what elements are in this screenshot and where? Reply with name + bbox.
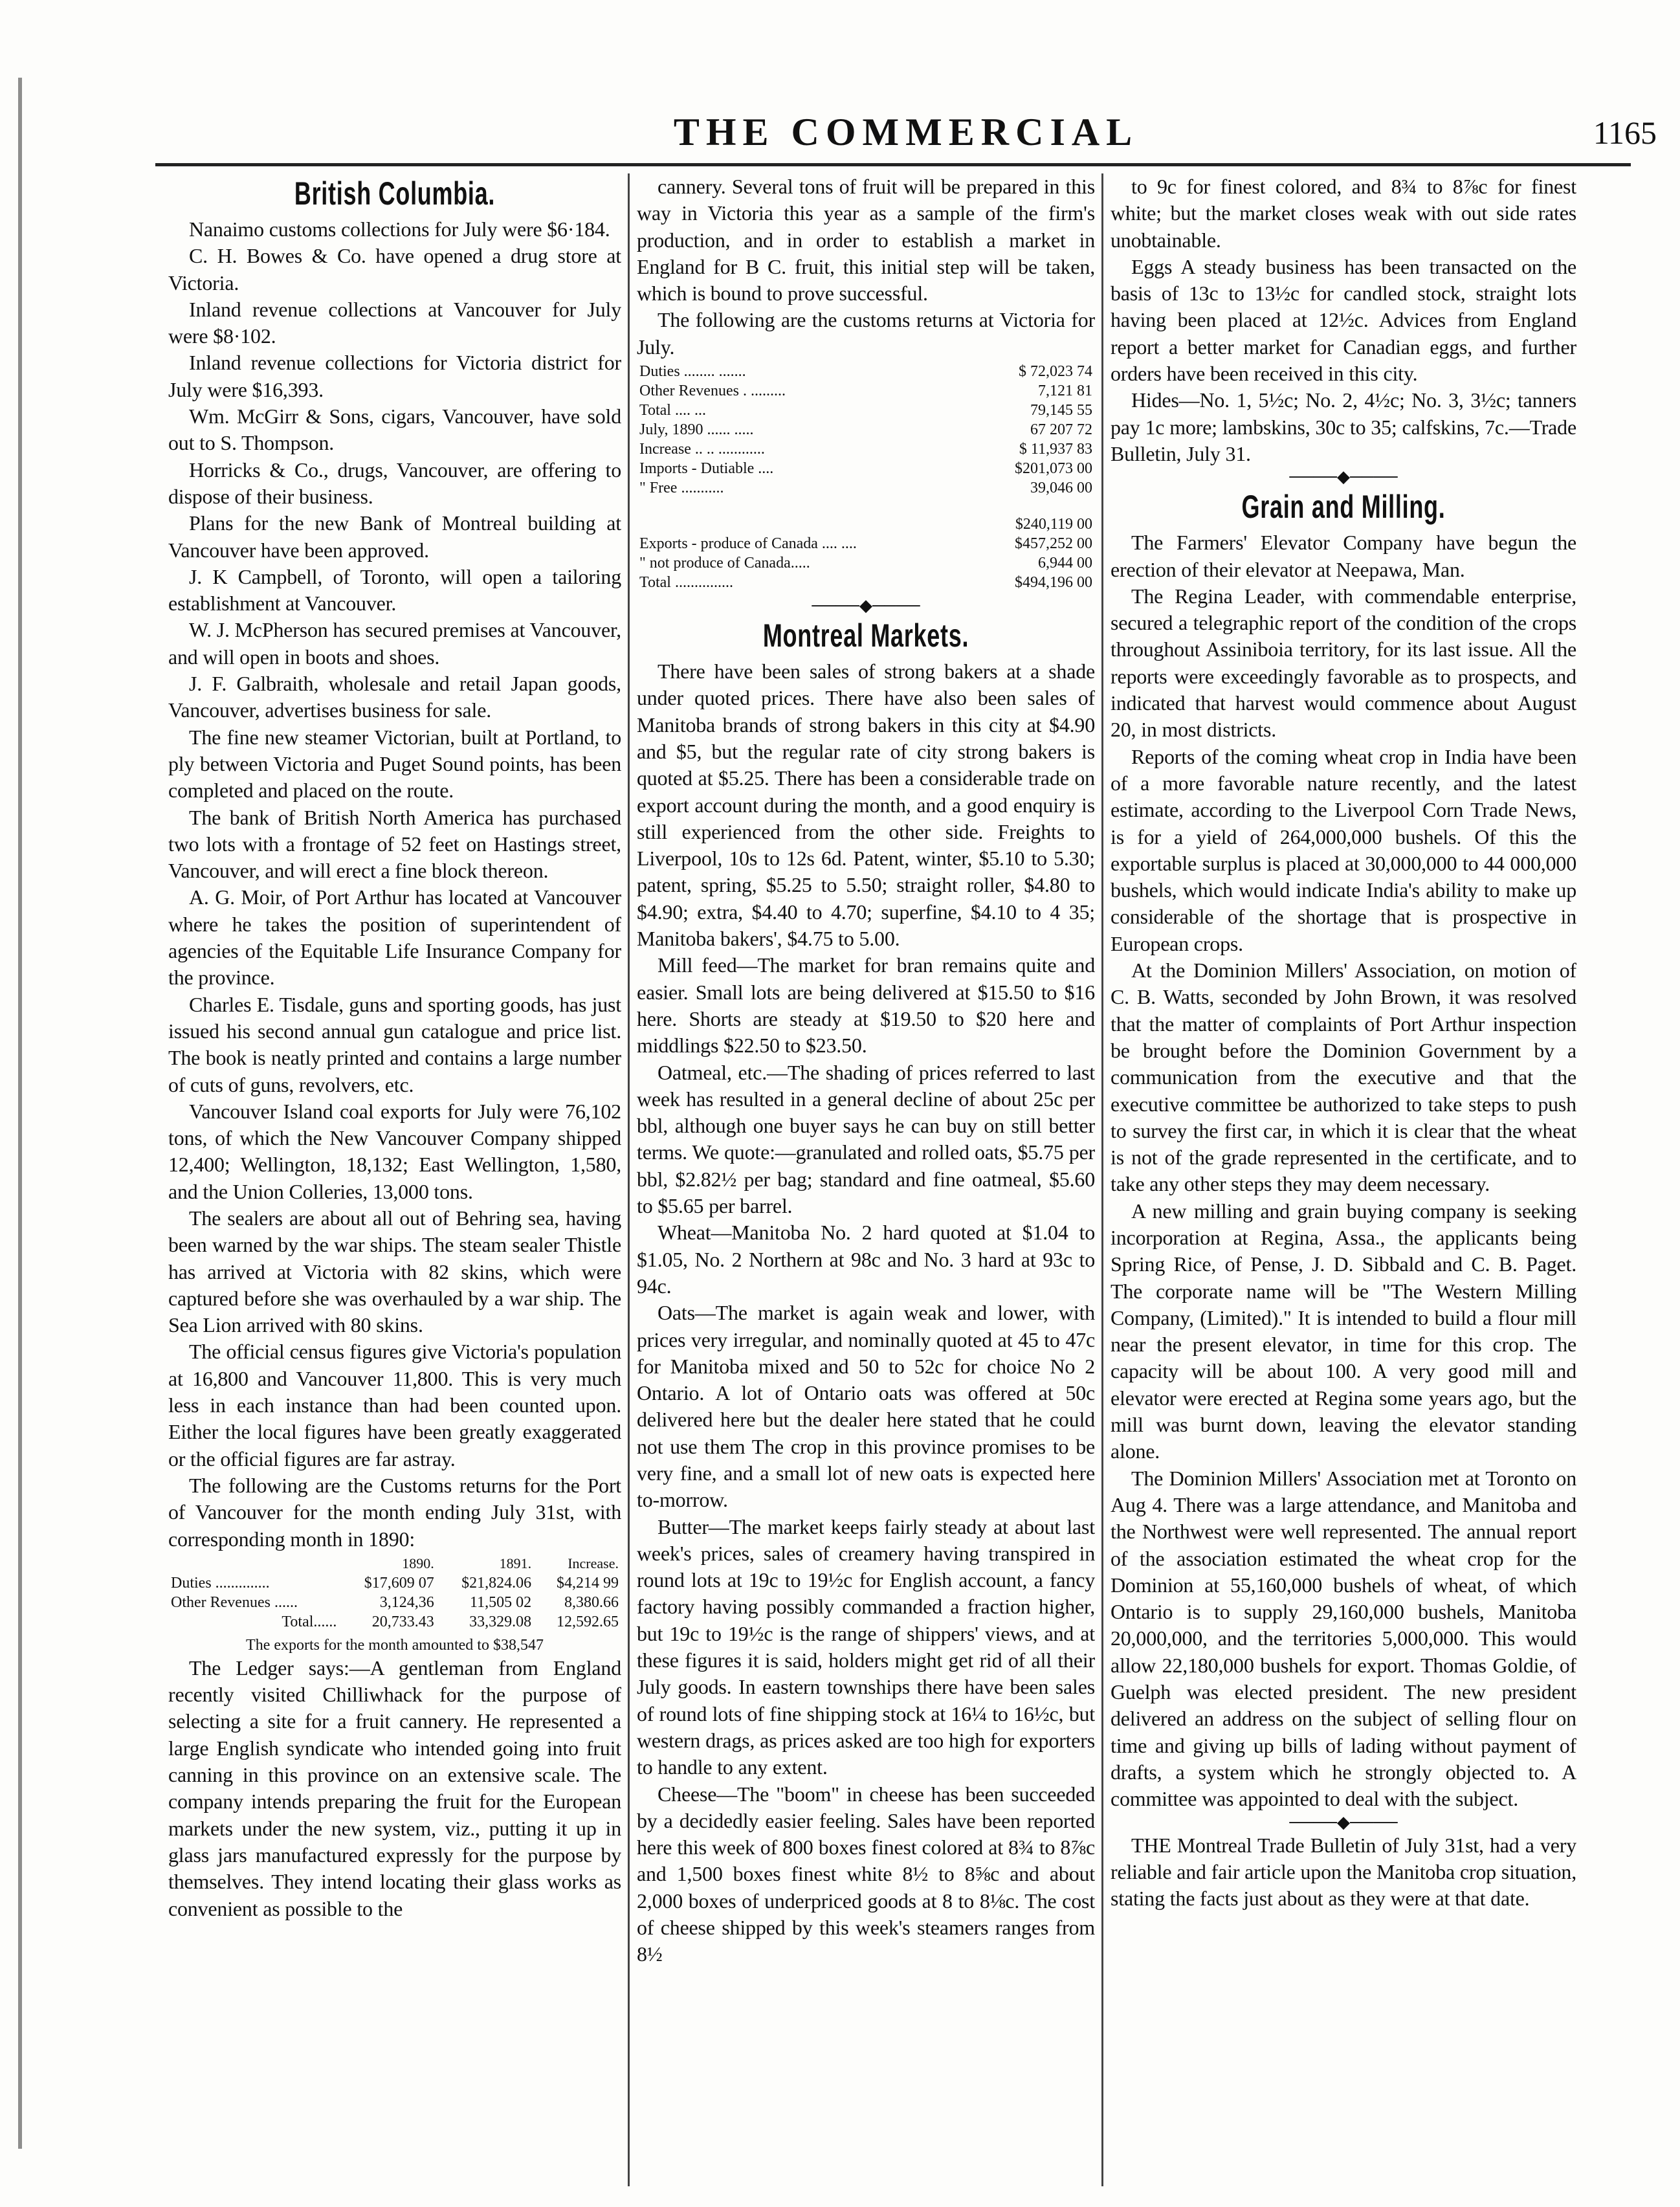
paragraph: Cheese—The "boom" in cheese has been succeeded by a decidedly easier feeling. Sales have been reported here this week of 800 boxes finest colored at 8¾ to 8⅞c and 1,500 boxes finest white 8½ to 8⅝c and about 2,000 boxes of underpriced goods at 8 to 8⅛c. The cost of cheese shipped by this week's steamers ranges from 8½: [637, 1782, 1095, 1966]
column-montreal-markets: [637, 173, 1095, 2199]
cell: 7,121 81: [1038, 383, 1092, 400]
paragraph: Vancouver Island coal exports for July were 76,102 tons, of which the New Vancouver Company shipped 12,400; Wellington, 18,132; East Wellington, 1,580, and the Union Colleries, 13,000 tons.: [168, 1099, 621, 1203]
cell: 6,944 00: [1038, 555, 1092, 572]
paragraph: The sealers are about all out of Behring sea, having been warned by the war ships. The steam sealer Thistle has arrived at Victoria with 82 skins, which were captured before she was overhauled by a war ship. The Sea Lion arrived with 80 skins.: [168, 1206, 621, 1337]
paragraph: THE Montreal Trade Bulletin of July 31st, had a very reliable and fair article upon the Manitoba crop situation, stating the facts just about as they were at that date.: [1111, 1833, 1576, 1911]
row-label: Total .... ...: [639, 402, 706, 419]
table-row: [637, 439, 1095, 459]
section-heading: Montreal Markets.: [762, 617, 969, 654]
table-note: The exports for the month amounted to $38,547: [246, 1636, 544, 1654]
paragraph: Oats—The market is again weak and lower, with prices very irregular, and nominally quoted at 45 to 47c for Manitoba mixed and 50 to 52c for choice No 2 Ontario. A lot of Ontario oats was offered at 50c delivered here but the dealer here stated that he could not use them The crop in this province promises to be very fine, and a small lot of new oats is expected here to-morrow.: [637, 1301, 1095, 1512]
cell: $17,609 07: [364, 1574, 434, 1591]
paragraph: There have been sales of strong bakers at a shade under quoted prices. There have also been sales of Manitoba brands of strong bakers in this city at $4.90 and $5, but the regular rate of city strong bakers is quoted at $5.25. There has been a considerable trade on export account during the month, and a good enquiry is still experienced from the other side. Freights to Liverpool, 10s to 12s 6d. Patent, winter, $5.10 to 5.30; patent, spring, $5.25 to 5.50; straight roller, $4.80 to $4.90; extra, $4.40 to 4.70; superfine, $4.10 to 4 35; Manitoba bakers', $4.75 to 5.00.: [637, 660, 1095, 951]
paragraph: A new milling and grain buying company is seeking incorporation at Regina, Assa., the applicants being Spring Rice, of Pense, J. D. Sibbald and C. B. Paget. The corporate name will be "The Western Milling Company, (Limited)." It is intended to build a flour mill near the present elevator, in time for this crop. The capacity will be about 100. A very good mill and elevator were erected at Regina some years ago, but the mill was burnt down, leaving the elevator standing alone.: [1111, 1199, 1576, 1463]
row-label: Duties ........ .......: [639, 363, 746, 381]
cell: 20,733.43: [371, 1613, 434, 1630]
header-rule: [155, 163, 1631, 166]
paragraph: J. K Campbell, of Toronto, will open a tailoring establishment at Vancouver.: [168, 564, 621, 616]
paragraph: At the Dominion Millers' Association, on motion of C. B. Watts, seconded by John Brown, it was resolved that the matter of complaints of Port Arthur inspection be brought before the Dominion Government by a communication from the executive and that the executive committee be authorized to take steps to push to survey the first car, in which it is clear that the wheat is not of the grade represented in the certificate, and to take any other steps they may deem necessary.: [1111, 959, 1576, 1196]
paragraph: Wm. McGirr & Sons, cigars, Vancouver, have sold out to S. Thompson.: [168, 405, 621, 455]
cell: 79,145 55: [1030, 402, 1092, 419]
paragraph: The fine new steamer Victorian, built at Portland, to ply between Victoria and Puget Sound points, has been completed and placed on the route.: [168, 725, 621, 803]
table-row: [637, 478, 1095, 498]
row-label: July, 1890 ...... .....: [639, 421, 754, 439]
row-label: " not produce of Canada.....: [639, 555, 810, 572]
table-header: 1891.: [499, 1555, 532, 1571]
paragraph: Charles E. Tisdale, guns and sporting goods, has just issued his second annual gun catalogue and price list. The book is neatly printed and contains a large number of cuts of guns, revolvers, etc.: [168, 992, 621, 1096]
cell: 11,505 02: [470, 1593, 532, 1611]
paragraph: Plans for the new Bank of Montreal building at Vancouver have been approved.: [168, 511, 621, 562]
cell: 8,380.66: [564, 1593, 619, 1611]
paragraph: cannery. Several tons of fruit will be prepared in this way in Victoria this year as a sample of the firm's production, and in order to establish a market in England for B C. fruit, this initial step will be taken, which is bound to prove successful.: [637, 175, 1095, 305]
paragraph: Oatmeal, etc.—The shading of prices referred to last week has resulted in a general decline of about 25c per bbl, although one buyer says he can buy on still better terms. We quote:—granulated and rolled oats, $5.75 per bbl, $2.82½ per bag; standard and fine oatmeal, $5.60 to $5.65 per barrel.: [637, 1060, 1095, 1218]
paragraph: Mill feed—The market for bran remains quite and easier. Small lots are being delivered at $15.50 to $16 here. Shorts are steady at $19.50 to $20 here and middlings $22.50 to $23.50.: [637, 953, 1095, 1058]
paragraph: J. F. Galbraith, wholesale and retail Japan goods, Vancouver, advertises business for sale.: [168, 672, 621, 722]
paragraph: The Farmers' Elevator Company have begun the erection of their elevator at Neepawa, Man.: [1111, 531, 1576, 581]
table-header: 1890.: [402, 1555, 434, 1571]
cell: $240,119 00: [1015, 516, 1092, 533]
row-label: Increase .. .. ............: [639, 441, 765, 458]
cell: $494,196 00: [1015, 574, 1092, 592]
paragraph: Inland revenue collections for Victoria district for July were $16,393.: [168, 351, 621, 401]
section-heading: Grain and Milling.: [1241, 489, 1446, 526]
paragraph: Butter—The market keeps fairly steady at about last week's prices, sales of creamery having transpired in round lots at 19c to 19½c for English account, a fancy factory having possibly commanded a fraction higher, but 19c to 19½c is the range of shippers' views, and at these figures it is said, holders might get rid of all their July goods. In eastern townships there have been sales of round lots of fine shipping stock at 16¼ to 16½c, but western drags, as prices asked are too high for exporters to handle to any extent.: [637, 1514, 1095, 1779]
paragraph: Inland revenue collections at Vancouver for July were $8·102.: [168, 297, 621, 348]
cell: $ 11,937 83: [1019, 441, 1092, 458]
paragraph: Hides—No. 1, 5½c; No. 2, 4½c; No. 3, 3½c; tanners pay 1c more; lambskins, 30c to 35; calfskins, 7c.—Trade Bulletin, July 31.: [1111, 388, 1576, 465]
table-row: [168, 1612, 621, 1632]
cell: 39,046 00: [1030, 480, 1092, 497]
victoria-customs-table: [637, 362, 1095, 592]
paragraph: A. G. Moir, of Port Arthur has located at Vancouver where he takes the position of superintendent of agencies of the Equitable Life Insurance Company for the province.: [168, 885, 621, 990]
row-label: [637, 515, 971, 534]
table-row: [637, 515, 1095, 534]
row-label: Other Revenues . .........: [639, 383, 786, 400]
paragraph: Eggs A steady business has been transacted on the basis of 13c to 13½c for candled stock, straight lots having been placed at 12½c. Advices from England report a better market for Canadian eggs, and further orders have been received in this city.: [1111, 254, 1576, 386]
column-divider: [1101, 173, 1103, 2186]
paragraph: The Dominion Millers' Association met at Toronto on Aug 4. There was a large attendance, and Manitoba and the Northwest were well represented. The annual report of the association estimated the wheat crop for the Dominion at 55,160,000 bushels of wheat, of which Ontario is to supply 29,160,000 bushels, Manitoba 20,000,000, and the territories 5,000,000. This would allow 22,180,000 bushels for export. Thomas Goldie, of Guelph was elected president. The new president delivered an address on the subject of selling flour on time and giving up bills of lading without payment of drafts, a system which he strongly objected to. A committee was appointed to deal with the subject.: [1111, 1466, 1576, 1811]
column-divider: [628, 173, 630, 2186]
row-label: Duties ..............: [171, 1574, 270, 1591]
page-number: 1165: [1593, 115, 1657, 151]
paragraph: The Ledger says:—A gentleman from England recently visited Chilliwhack for the purpose of selecting a site for a fruit cannery. He represented a large English syndicate who intended going into fruit canning in this province on an extensive scale. The company intends preparing the fruit for the European markets under the new system, viz., putting it up in glass jars manufactured expressly for the purpose by themselves. They intend locating their glass works as convenient as possible to the: [168, 1656, 621, 1920]
section-heading: British Columbia.: [294, 175, 496, 212]
column-british-columbia: [168, 173, 621, 2199]
section-ornament: [1111, 467, 1576, 487]
paragraph: W. J. McPherson has secured premises at Vancouver, and will open in boots and shoes.: [168, 618, 621, 669]
section-ornament: [1111, 1813, 1576, 1832]
table-row: [637, 459, 1095, 478]
paragraph: Reports of the coming wheat crop in India have been of a more favorable nature recently, and the latest estimate, according to the Liverpool Corn Trade News, is for a yield of 264,000,000 bushels. Of this the exportable surplus is placed at 30,000,000 to 44 000,000 bushels, which would indicate India's ability to make up considerable of the shortage that is prospective in European crops.: [1111, 744, 1576, 955]
row-label: " Free ...........: [639, 480, 724, 497]
table-spacer: [637, 498, 1095, 515]
cell: 12,592.65: [557, 1613, 619, 1630]
table-header-row: [168, 1554, 621, 1573]
table-row: [637, 573, 1095, 592]
cell: $457,252 00: [1015, 535, 1092, 553]
section-ornament: [637, 596, 1095, 616]
column-grain-and-milling: [1111, 173, 1576, 2199]
paragraph: The following are the Customs returns for the Port of Vancouver for the month ending July 31st, with corresponding month in 1890:: [168, 1473, 621, 1551]
table-row: [637, 553, 1095, 573]
newspaper-title: THE COMMERCIAL: [673, 111, 1139, 153]
binding-edge: [18, 78, 22, 2149]
paragraph: C. H. Bowes & Co. have opened a drug store at Victoria.: [168, 244, 621, 294]
cell: $4,214 99: [557, 1574, 619, 1591]
cell: $ 72,023 74: [1019, 363, 1092, 381]
paragraph: The official census figures give Victoria's population at 16,800 and Vancouver 11,800. This is very much less in each instance than had been counted upon. Either the local figures have been greatly exaggerated or the official figures are far astray.: [168, 1340, 621, 1470]
row-label: Exports - produce of Canada .... ....: [639, 535, 857, 553]
row-label: Imports - Dutiable ....: [639, 460, 774, 478]
table-row: [637, 534, 1095, 553]
paragraph: Nanaimo customs collections for July were $6·184.: [189, 217, 610, 241]
cell: $21,824.06: [461, 1574, 532, 1591]
table-row: [637, 381, 1095, 401]
cell: $201,073 00: [1015, 460, 1092, 478]
table-row: [637, 420, 1095, 439]
cell: 33,329.08: [469, 1613, 532, 1630]
cell: 67 207 72: [1030, 421, 1092, 439]
row-label: Total......: [282, 1613, 337, 1630]
row-label: Total ...............: [639, 574, 733, 592]
vancouver-customs-table: [168, 1554, 621, 1632]
table-row: [168, 1573, 621, 1593]
table-row: [637, 362, 1095, 381]
paragraph: The bank of British North America has purchased two lots with a frontage of 52 feet on Hastings street, Vancouver, and will erect a fine block thereon.: [168, 805, 621, 883]
paragraph: Wheat—Manitoba No. 2 hard quoted at $1.04 to $1.05, No. 2 Northern at 98c and No. 3 hard at 93c to 94c.: [637, 1221, 1095, 1298]
row-label: Other Revenues ......: [171, 1593, 298, 1611]
paragraph: Horricks & Co., drugs, Vancouver, are offering to dispose of their business.: [168, 458, 621, 508]
table-row: [168, 1593, 621, 1612]
cell: 3,124,36: [379, 1593, 434, 1611]
table-header: Increase.: [568, 1555, 619, 1571]
table-row: [637, 401, 1095, 420]
masthead: [155, 91, 1657, 168]
paragraph: The Regina Leader, with commendable enterprise, secured a telegraphic report of the condition of the crops throughout Assiniboia territory, for its last issue. All the reports were exceedingly favorable as to prospects, and indicated that harvest would commence about August 20, in most districts.: [1111, 584, 1576, 742]
paragraph: to 9c for finest colored, and 8¾ to 8⅞c for finest white; but the market closes weak with out side rates unobtainable.: [1111, 175, 1576, 252]
paragraph: The following are the customs returns at Victoria for July.: [637, 308, 1095, 359]
